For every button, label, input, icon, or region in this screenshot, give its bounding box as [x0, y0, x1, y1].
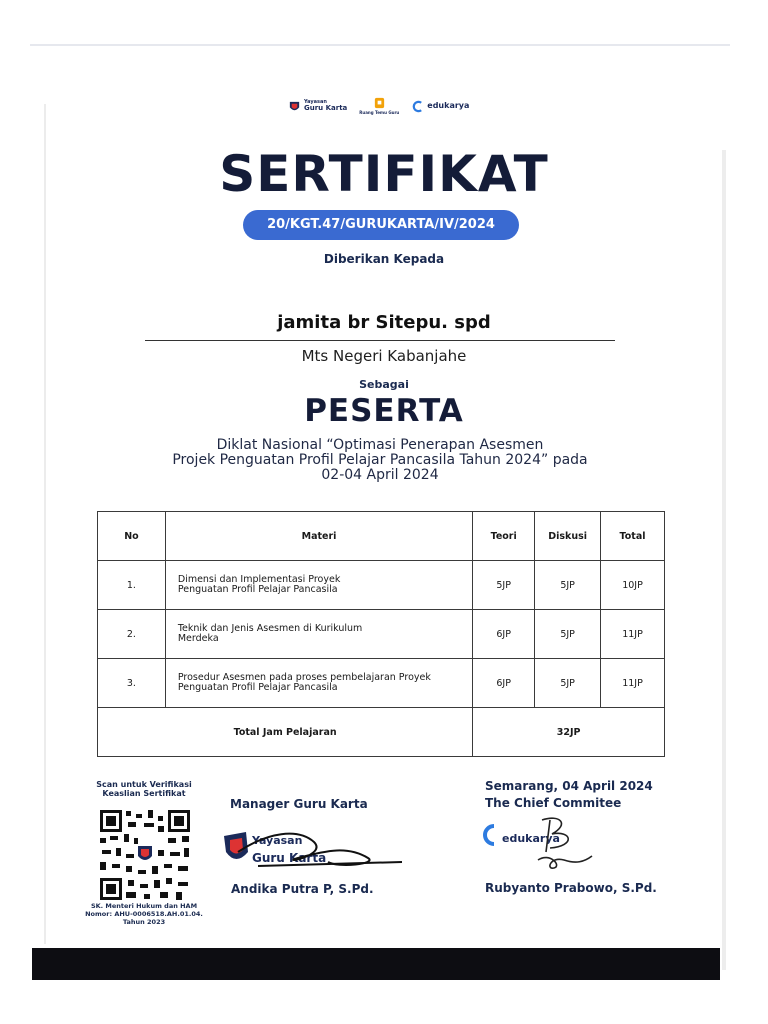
- description-line-3: 02-04 April 2024: [321, 467, 439, 483]
- legal-registration: [72, 902, 216, 926]
- ruang-icon: [373, 97, 386, 110]
- verification-line-1: Scan untuk Verifikasi: [96, 780, 192, 789]
- materi-line: Prosedur Asesmen pada proses pembelajaran Proyek: [177, 672, 431, 683]
- paper-edge-left: [44, 104, 46, 944]
- table-row: [98, 610, 665, 659]
- verification-caption: [82, 780, 206, 798]
- paper-edge-right: [722, 150, 726, 970]
- table-row: [98, 561, 665, 610]
- stamp-text-edukarya: edukarya: [502, 832, 560, 845]
- certificate-number: 20/KGT.47/GURUKARTA/IV/2024: [243, 210, 519, 240]
- header-teori: Teori: [473, 512, 535, 561]
- sk-line-2: Nomor: AHU-0006518.AH.01.04.: [85, 910, 203, 918]
- role-title: PESERTA: [304, 393, 464, 429]
- place-date: Semarang, 04 April 2024: [485, 779, 653, 793]
- as-label: Sebagai: [359, 378, 409, 391]
- shield-icon: [288, 100, 301, 113]
- yayasan-small-text: Yayasan: [304, 98, 327, 105]
- manager-stamp-signature: [218, 822, 408, 882]
- row-teori: 5JP: [473, 561, 535, 610]
- row-materi: [165, 561, 472, 610]
- paper-edge-top: [30, 44, 730, 46]
- edukarya-icon: [411, 100, 424, 113]
- table-total-row: [98, 708, 665, 757]
- row-total: 11JP: [601, 610, 665, 659]
- header-materi: Materi: [165, 512, 472, 561]
- recipient-school: Mts Negeri Kabanjahe: [301, 347, 467, 365]
- edukarya-text: edukarya: [427, 100, 470, 110]
- materi-line: Penguatan Profil Pelajar Pancasila: [177, 584, 338, 595]
- row-materi: [165, 610, 472, 659]
- row-diskusi: 5JP: [535, 610, 601, 659]
- description-line-1: Diklat Nasional “Optimasi Penerapan Asesmen: [216, 437, 544, 453]
- header-total: Total: [601, 512, 665, 561]
- row-no: 1.: [98, 561, 166, 610]
- ruang-text: Ruang Temu Guru: [359, 109, 400, 115]
- yayasan-guru-karta-logo: [288, 100, 347, 113]
- row-diskusi: 5JP: [535, 561, 601, 610]
- materi-line: Teknik dan Jenis Asesmen di Kurikulum: [177, 623, 363, 634]
- ruang-temu-guru-logo: [359, 97, 399, 115]
- row-teori: 6JP: [473, 659, 535, 708]
- row-total: 10JP: [601, 561, 665, 610]
- total-label: Total Jam Pelajaran: [98, 708, 473, 757]
- total-value: 32JP: [473, 708, 665, 757]
- row-no: 3.: [98, 659, 166, 708]
- sk-line-3: Tahun 2023: [122, 918, 166, 926]
- stamp-text-yayasan: Yayasan: [252, 834, 303, 847]
- sk-line-1: SK. Menteri Hukum dan HAM: [90, 902, 198, 910]
- table-header-row: [98, 512, 665, 561]
- certificate-title: SERTIFIKAT: [219, 145, 549, 203]
- row-no: 2.: [98, 610, 166, 659]
- row-total: 11JP: [601, 659, 665, 708]
- verification-line-2: Keaslian Sertifikat: [102, 789, 186, 798]
- partner-logos: [288, 92, 488, 120]
- header-diskusi: Diskusi: [535, 512, 601, 561]
- bottom-border-bar: [32, 948, 720, 980]
- header-no: No: [98, 512, 166, 561]
- given-to-label: Diberikan Kepada: [323, 252, 445, 266]
- materi-line: Merdeka: [177, 633, 219, 644]
- qr-code[interactable]: [98, 808, 192, 902]
- description-line-2: Projek Penguatan Profil Pelajar Pancasila Tahun 2024” pada: [172, 452, 588, 468]
- manager-name: Andika Putra P, S.Pd.: [231, 882, 374, 896]
- materials-table: [97, 511, 665, 757]
- row-diskusi: 5JP: [535, 659, 601, 708]
- row-materi: [165, 659, 472, 708]
- stamp-text-gurukarta: Guru Karta: [252, 851, 327, 865]
- materi-line: Penguatan Profil Pelajar Pancasila: [177, 682, 338, 693]
- row-teori: 6JP: [473, 610, 535, 659]
- event-description: [100, 438, 660, 483]
- materi-line: Dimensi dan Implementasi Proyek: [177, 574, 341, 585]
- manager-title: Manager Guru Karta: [230, 797, 368, 811]
- edukarya-logo: [411, 100, 469, 113]
- chief-title: The Chief Commitee: [485, 796, 622, 810]
- name-underline: [145, 340, 615, 341]
- chief-stamp-signature: [480, 812, 600, 880]
- recipient-name: jamita br Sitepu. spd: [277, 312, 491, 333]
- table-row: [98, 659, 665, 708]
- chief-name: Rubyanto Prabowo, S.Pd.: [485, 881, 657, 895]
- yayasan-big-text: Guru Karta: [304, 103, 348, 112]
